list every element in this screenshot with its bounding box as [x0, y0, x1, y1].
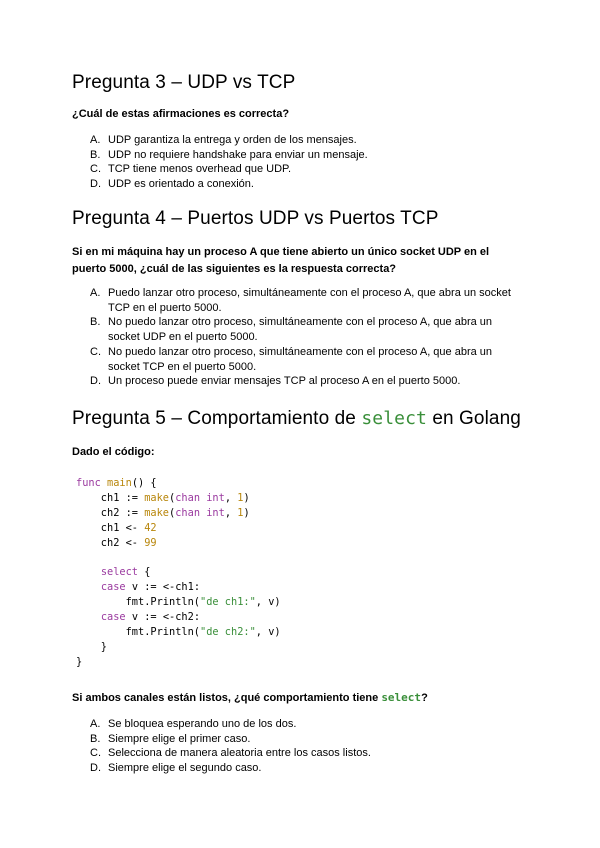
option-text: Siempre elige el segundo caso.	[108, 762, 262, 775]
question-code-select: select	[381, 691, 422, 704]
option-item	[72, 133, 522, 148]
question-text: ?	[421, 692, 428, 704]
title-code-select: select	[361, 408, 427, 429]
option-letter: D.	[90, 762, 101, 775]
option-letter: C.	[90, 345, 101, 358]
option-text: No puedo lanzar otro proceso, simultáneamente con el proceso A, que abra un socket UDP en el puerto 5000.	[108, 316, 493, 344]
option-item	[72, 162, 522, 177]
option-item	[72, 374, 522, 389]
option-text: UDP no requiere handshake para enviar un mensaje.	[108, 148, 368, 161]
options-pregunta-5	[72, 717, 522, 776]
option-item	[72, 177, 522, 192]
option-text: UDP garantiza la entrega y orden de los mensajes.	[108, 134, 357, 146]
option-letter: A.	[90, 287, 101, 299]
option-text: UDP es orientado a conexión.	[108, 178, 254, 191]
option-letter: C.	[90, 163, 101, 176]
option-letter: A.	[90, 134, 101, 146]
options-pregunta-4	[72, 286, 522, 389]
option-item	[72, 746, 522, 761]
code-intro: Dado el código:	[72, 446, 155, 458]
option-letter: B.	[90, 316, 101, 329]
option-letter: C.	[90, 747, 101, 760]
option-text: Selecciona de manera aleatoria entre los casos listos.	[108, 747, 371, 760]
section-title-pregunta-3: Pregunta 3 – UDP vs TCP	[72, 72, 296, 93]
title-text: en Golang	[426, 408, 521, 429]
question-text: Si ambos canales están listos, ¿qué comportamiento tiene	[72, 692, 382, 704]
option-item	[72, 286, 522, 315]
question-pregunta-4: Si en mi máquina hay un proceso A que tiene abierto un único socket UDP en el puerto 5000, ¿cuál de las siguientes es la respuesta correcta?	[72, 246, 490, 275]
option-text: Puedo lanzar otro proceso, simultáneamente con el proceso A, que abra un socket TCP en el puerto 5000.	[108, 287, 511, 314]
option-item	[72, 732, 522, 747]
option-item	[72, 315, 522, 344]
options-pregunta-3	[72, 133, 522, 192]
question-pregunta-5	[72, 689, 512, 707]
code-block: func main() { ch1 := make(chan int, 1) ch2 := make(chan int, 1) ch1 <- 42 ch2 <- 99 select { case v := <-ch1: fmt.Println("de ch1:", v) case v := <-ch2: fmt.Println("de ch2:", v) } }	[76, 477, 281, 668]
option-text: Se bloquea esperando uno de los dos.	[108, 718, 297, 730]
option-letter: B.	[90, 148, 101, 161]
option-text: TCP tiene menos overhead que UDP.	[108, 163, 292, 176]
option-item	[72, 717, 522, 732]
option-letter: D.	[90, 375, 101, 388]
option-letter: D.	[90, 178, 101, 191]
question-pregunta-3: ¿Cuál de estas afirmaciones es correcta?	[72, 108, 290, 120]
option-letter: A.	[90, 718, 101, 730]
option-text: No puedo lanzar otro proceso, simultáneamente con el proceso A, que abra un socket TCP en el puerto 5000.	[108, 345, 493, 373]
option-item	[72, 761, 522, 776]
section-title-pregunta-5	[72, 408, 521, 430]
option-letter: B.	[90, 732, 101, 745]
option-text: Siempre elige el primer caso.	[108, 732, 251, 745]
option-text: Un proceso puede enviar mensajes TCP al proceso A en el puerto 5000.	[108, 375, 461, 388]
option-item	[72, 148, 522, 163]
option-item	[72, 345, 522, 374]
section-title-pregunta-4: Pregunta 4 – Puertos UDP vs Puertos TCP	[72, 208, 439, 229]
title-text: Pregunta 5 – Comportamiento de	[72, 408, 362, 429]
